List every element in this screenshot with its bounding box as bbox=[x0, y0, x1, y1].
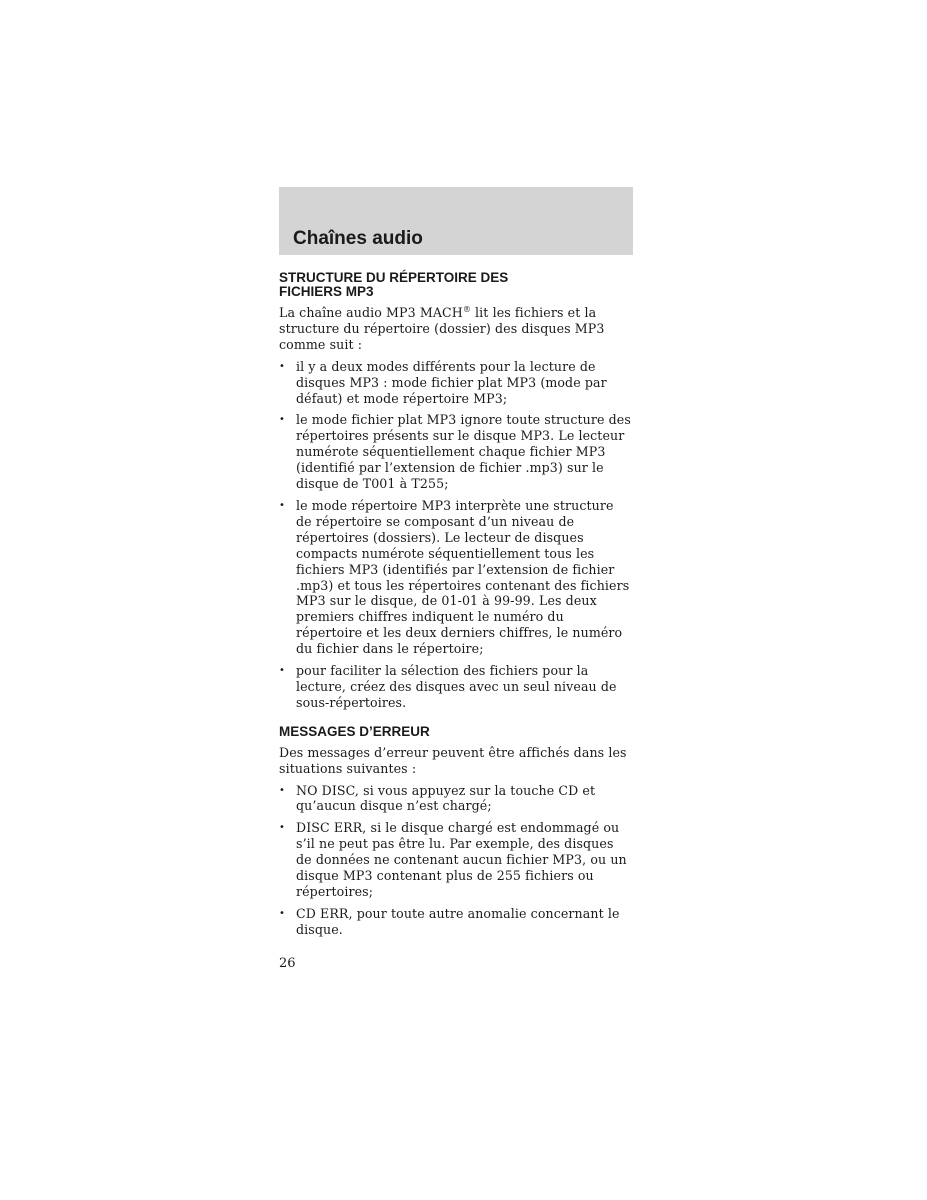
list-item bbox=[279, 412, 633, 492]
error-messages-list bbox=[279, 783, 633, 938]
intro-text-part2: lit les fichiers et la structure du répertoire (dossier) des disques MP3 comme suit : bbox=[279, 305, 605, 352]
section-heading-line2: FICHIERS MP3 bbox=[279, 284, 374, 299]
list-item bbox=[279, 906, 633, 938]
list-item-text: pour faciliter la sélection des fichiers pour la lecture, créez des disques avec un seul niveau de sous-répertoires. bbox=[296, 663, 617, 710]
bullet-icon: • bbox=[279, 360, 285, 372]
bullet-icon: • bbox=[279, 665, 285, 677]
bullet-icon: • bbox=[279, 822, 285, 834]
list-item bbox=[279, 820, 633, 900]
list-item bbox=[279, 783, 633, 815]
section-heading-line1: STRUCTURE DU RÉPERTOIRE DES bbox=[279, 270, 509, 285]
list-item-text: il y a deux modes différents pour la lecture de disques MP3 : mode fichier plat MP3 (mode par défaut) et mode répertoire MP3; bbox=[296, 358, 607, 406]
registered-mark: ® bbox=[462, 304, 471, 314]
mp3-structure-list bbox=[279, 359, 633, 711]
list-item-text: CD ERR, pour toute autre anomalie concernant le disque. bbox=[296, 905, 620, 937]
list-item-text: DISC ERR, si le disque chargé est endommagé ou s’il ne peut pas être lu. Par exemple, des disques de données ne contenant aucun fichier MP3, ou un disque MP3 contenant plus de 255 fichiers ou répertoires; bbox=[296, 820, 627, 899]
list-item-text: le mode répertoire MP3 interprète une structure de répertoire se composant d’un niveau de répertoires (dossiers). Le lecteur de disques compacts numérote séquentiellement tous les fichiers MP3 (identifiés par l’extension de fichier .mp3) et tous les répertoires contenant des fichiers MP3 sur le disque, de 01-01 à 99-99. Les deux premiers chiffres indiquent le numéro du répertoire et les deux derniers chiffres, le numéro du fichier dans le répertoire; bbox=[296, 497, 630, 657]
list-item bbox=[279, 498, 633, 657]
manual-page bbox=[279, 187, 633, 944]
chapter-header-band bbox=[279, 187, 633, 255]
bullet-icon: • bbox=[279, 907, 285, 919]
section-intro-paragraph bbox=[279, 305, 633, 353]
bullet-icon: • bbox=[279, 784, 285, 796]
list-item bbox=[279, 359, 633, 407]
page-number: 26 bbox=[279, 956, 296, 971]
section-heading-mp3-structure bbox=[279, 271, 633, 299]
bullet-icon: • bbox=[279, 414, 285, 426]
intro-text-part1: La chaîne audio MP3 MACH bbox=[279, 305, 463, 320]
list-item bbox=[279, 663, 633, 711]
list-item-text: le mode fichier plat MP3 ignore toute structure des répertoires présents sur le disque MP3. Le lecteur numérote séquentiellement chaque fichier MP3 (identifié par l’extension de fichier .mp3) sur le disque de T001 à T255; bbox=[296, 412, 631, 492]
list-item-text: NO DISC, si vous appuyez sur la touche CD et qu’aucun disque n’est chargé; bbox=[296, 782, 596, 814]
bullet-icon: • bbox=[279, 499, 285, 511]
chapter-title: Chaînes audio bbox=[293, 228, 423, 249]
section-heading-error-messages: MESSAGES D’ERREUR bbox=[279, 723, 430, 739]
error-intro-paragraph: Des messages d’erreur peuvent être affichés dans les situations suivantes : bbox=[279, 744, 627, 776]
